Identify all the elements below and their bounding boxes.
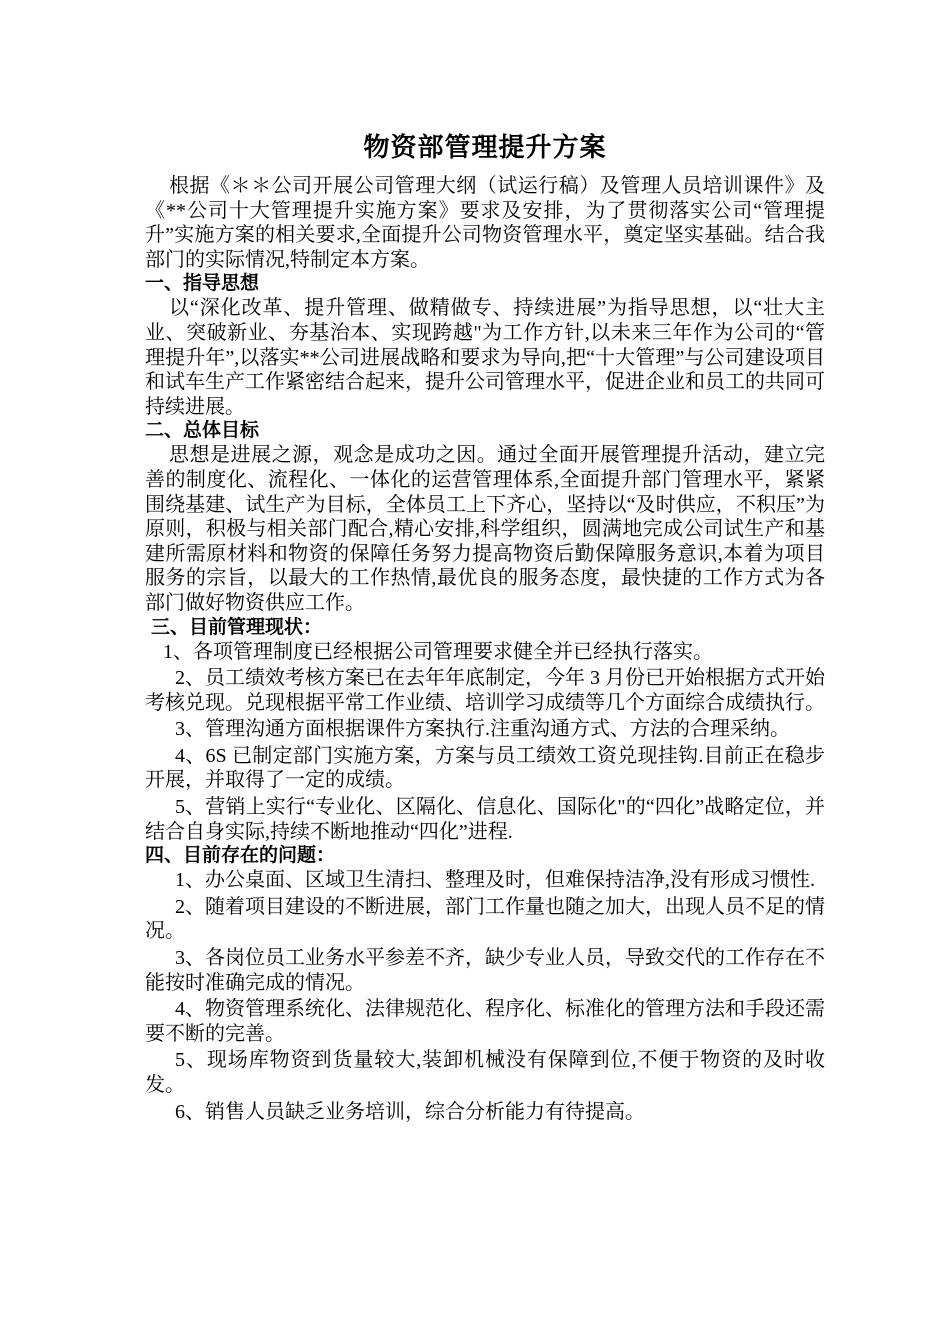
list-item: 5、现场库物资到货量较大,装卸机械没有保障到位,不便于物资的及时收发。 [145,1049,825,1096]
list-item: 5、营销上实行“专业化、区隔化、信息化、国际化"的“四化”战略定位，并结合自身实际,持续不断地推动“四化”进程. [145,796,825,843]
section-heading-overall-goal: 二、总体目标 [145,420,260,442]
list-item: 6、销售人员缺乏业务培训，综合分析能力有待提高。 [175,1100,645,1123]
list-item: 2、随着项目建设的不断进展，部门工作量也随之加大，出现人员不足的情况。 [145,895,825,943]
list-item: 4、物资管理系统化、法律规范化、程序化、标准化的管理方法和手段还需要不断的完善。 [145,998,825,1045]
document-body [145,128,825,1124]
overall-goal-paragraph: 思想是进展之源，观念是成功之因。通过全面开展管理提升活动，建立完善的制度化、流程化、一体化的运营管理体系,全面提升部门管理水平，紧紧围绕基建、试生产为目标，全体员工上下齐心，坚持以“及时供应，不积压”为原则，积极与相关部门配合,精心安排,科学组织，圆满地完成公司试生产和基建所需原材料和物资的保障任务努力提高物资后勤保障服务意识,本着为项目服务的宗旨，以最大的工作热情,最优良的服务态度，最快捷的工作方式为各部门做好物资供应工作。 [145,444,825,614]
guiding-thought-paragraph: 以“深化改革、提升管理、做精做专、持续进展”为指导思想，以“壮大主业、突破新业、夯基治本、实现跨越"为工作方针,以未来三年作为公司的“管理提升年”,以落实**公司进展战略和要求为导向,把“十大管理”与公司建设项目和试车生产工作紧密结合起来，提升公司管理水平，促进企业和员工的共同可持续进展。 [145,297,825,418]
section-heading-current-problems: 四、目前存在的问题： [145,845,336,867]
list-item: 1、各项管理制度已经根据公司管理要求健全并已经执行落实。 [163,640,713,663]
intro-paragraph: 根据《＊＊公司开展公司管理大纲（试运行稿）及管理人员培训课件》及《**公司十大管理提升实施方案》要求及安排，为了贯彻落实公司“管理提升”实施方案的相关要求,全面提升公司物资管理水平，奠定坚实基础。结合我部门的实际情况,特制定本方案。 [145,175,825,271]
list-item: 1、办公桌面、区域卫生清扫、整理及时，但难保持洁净,没有形成习惯性. [175,869,815,892]
section-heading-current-status: 三、目前管理现状： [151,616,323,638]
page-title: 物资部管理提升方案 [363,133,607,162]
list-item: 2、员工绩效考核方案已在去年年底制定，今年 3 月份已开始根据方式开始考核兑现。兑现根据平常工作业绩、培训学习成绩等几个方面综合成绩执行。 [145,667,825,714]
list-item: 3、管理沟通方面根据课件方案执行.注重沟通方式、方法的合理采纳。 [175,718,790,741]
list-item: 4、6S 已制定部门实施方案，方案与员工绩效工资兑现挂钩.目前正在稳步开展，并取得了一定的成绩。 [145,744,825,792]
section-heading-guiding-thought: 一、指导思想 [145,273,260,295]
list-item: 3、各岗位员工业务水平参差不齐，缺少专业人员，导致交代的工作存在不能按时准确完成的情况。 [145,947,825,994]
